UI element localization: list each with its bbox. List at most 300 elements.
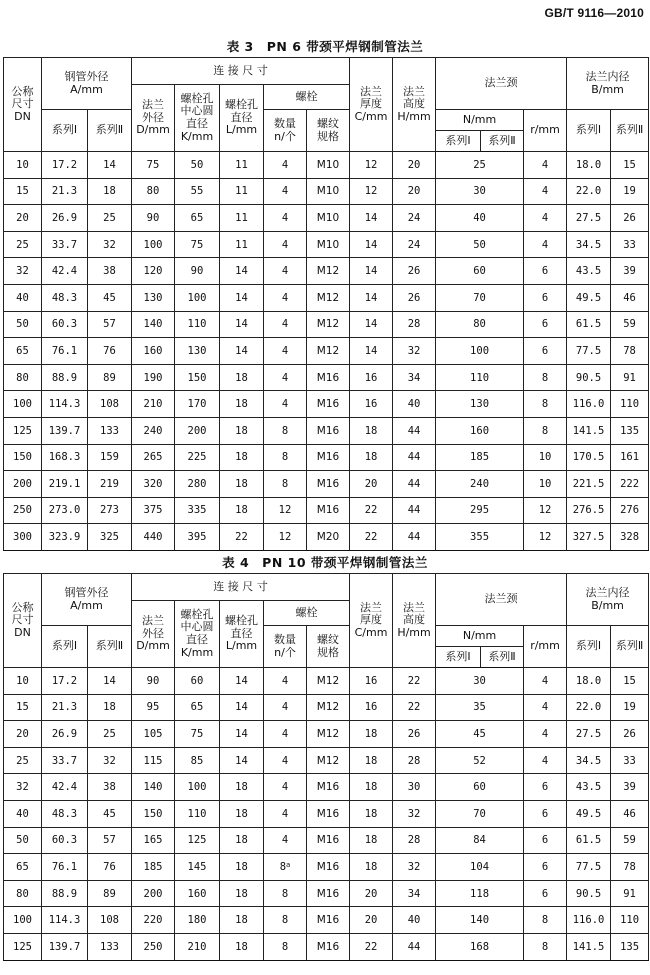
cell-flange-od: 440 — [132, 524, 175, 551]
cell-neck-n: 84 — [436, 827, 524, 854]
cell-bolt-spec: M10 — [307, 231, 350, 258]
cell-flange-od: 190 — [132, 364, 175, 391]
cell-neck-r: 4 — [524, 152, 567, 179]
cell-bolt-spec: M16 — [307, 854, 350, 881]
cell-height: 30 — [393, 774, 436, 801]
cell-pipe-od-s2: 25 — [88, 205, 132, 232]
cell-neck-n: 168 — [436, 933, 524, 960]
cell-flange-od: 220 — [132, 907, 175, 934]
header-neck-n: N/mm — [436, 110, 524, 131]
cell-bolt-circle: 100 — [175, 774, 220, 801]
header-bolt-qty: 数量 n/个 — [264, 626, 307, 668]
cell-pipe-od-s2: 89 — [88, 880, 132, 907]
table4 — [3, 573, 649, 961]
cell-bolt-qty: 4 — [264, 668, 307, 695]
cell-bolt-circle: 55 — [175, 178, 220, 205]
cell-neck-r: 4 — [524, 721, 567, 748]
cell-bolt-hole: 14 — [220, 747, 264, 774]
cell-pipe-od-s1: 273.0 — [42, 497, 88, 524]
cell-bolt-spec: M16 — [307, 444, 350, 471]
cell-inner-s1: 22.0 — [567, 178, 611, 205]
cell-flange-od: 160 — [132, 338, 175, 365]
cell-bolt-qty: 4 — [264, 231, 307, 258]
header-neck-series1: 系列Ⅰ — [436, 131, 481, 152]
cell-dn: 300 — [4, 524, 42, 551]
cell-neck-n: 52 — [436, 747, 524, 774]
cell-bolt-hole: 14 — [220, 311, 264, 338]
cell-pipe-od-s2: 108 — [88, 907, 132, 934]
cell-height: 26 — [393, 284, 436, 311]
table-row — [4, 152, 649, 179]
cell-inner-s2: 39 — [611, 774, 649, 801]
header-neck-n: N/mm — [436, 626, 524, 647]
cell-inner-s1: 18.0 — [567, 668, 611, 695]
cell-flange-od: 95 — [132, 694, 175, 721]
cell-bolt-hole: 11 — [220, 152, 264, 179]
header-bolt-qty: 数量 n/个 — [264, 110, 307, 152]
cell-bolt-spec: M16 — [307, 364, 350, 391]
cell-inner-s2: 39 — [611, 258, 649, 285]
cell-neck-r: 12 — [524, 497, 567, 524]
cell-thickness: 16 — [350, 694, 393, 721]
cell-inner-s1: 61.5 — [567, 827, 611, 854]
cell-pipe-od-s1: 17.2 — [42, 152, 88, 179]
cell-inner-s1: 27.5 — [567, 205, 611, 232]
cell-bolt-spec: M16 — [307, 417, 350, 444]
cell-bolt-spec: M20 — [307, 524, 350, 551]
cell-bolt-spec: M12 — [307, 258, 350, 285]
cell-bolt-spec: M10 — [307, 205, 350, 232]
table4-caption: 表 4 PN 10 带颈平焊钢制管法兰 — [222, 555, 428, 570]
table-row — [4, 497, 649, 524]
cell-thickness: 22 — [350, 933, 393, 960]
cell-bolt-circle: 100 — [175, 284, 220, 311]
cell-thickness: 16 — [350, 391, 393, 418]
cell-bolt-qty: 8 — [264, 880, 307, 907]
cell-pipe-od-s1: 42.4 — [42, 774, 88, 801]
header-thickness: 法兰 厚度 C/mm — [350, 574, 393, 668]
cell-neck-r: 12 — [524, 524, 567, 551]
cell-height: 26 — [393, 721, 436, 748]
cell-neck-r: 4 — [524, 694, 567, 721]
cell-pipe-od-s1: 21.3 — [42, 694, 88, 721]
cell-height: 28 — [393, 827, 436, 854]
cell-neck-r: 4 — [524, 747, 567, 774]
cell-inner-s1: 170.5 — [567, 444, 611, 471]
cell-height: 34 — [393, 364, 436, 391]
cell-height: 44 — [393, 444, 436, 471]
cell-bolt-qty: 4 — [264, 258, 307, 285]
cell-bolt-qty: 4 — [264, 205, 307, 232]
header-bolt-circle: 螺栓孔 中心圆 直径 K/mm — [175, 601, 220, 668]
cell-flange-od: 320 — [132, 471, 175, 498]
cell-inner-s2: 135 — [611, 417, 649, 444]
table-row — [4, 364, 649, 391]
cell-neck-r: 6 — [524, 880, 567, 907]
cell-thickness: 20 — [350, 907, 393, 934]
cell-pipe-od-s2: 14 — [88, 668, 132, 695]
cell-height: 22 — [393, 668, 436, 695]
cell-pipe-od-s2: 219 — [88, 471, 132, 498]
cell-bolt-qty: 8 — [264, 417, 307, 444]
cell-height: 32 — [393, 800, 436, 827]
cell-flange-od: 140 — [132, 774, 175, 801]
cell-flange-od: 115 — [132, 747, 175, 774]
cell-neck-n: 240 — [436, 471, 524, 498]
cell-inner-s2: 135 — [611, 933, 649, 960]
cell-dn: 200 — [4, 471, 42, 498]
cell-pipe-od-s1: 219.1 — [42, 471, 88, 498]
cell-pipe-od-s1: 76.1 — [42, 338, 88, 365]
cell-thickness: 18 — [350, 800, 393, 827]
cell-pipe-od-s2: 76 — [88, 854, 132, 881]
cell-bolt-hole: 14 — [220, 258, 264, 285]
cell-bolt-circle: 180 — [175, 907, 220, 934]
cell-bolt-hole: 18 — [220, 774, 264, 801]
header-bolt-circle: 螺栓孔 中心圆 直径 K/mm — [175, 85, 220, 152]
cell-pipe-od-s1: 88.9 — [42, 364, 88, 391]
cell-inner-s1: 77.5 — [567, 854, 611, 881]
cell-bolt-hole: 18 — [220, 497, 264, 524]
cell-bolt-hole: 18 — [220, 417, 264, 444]
cell-pipe-od-s1: 21.3 — [42, 178, 88, 205]
cell-bolt-circle: 160 — [175, 880, 220, 907]
cell-neck-n: 40 — [436, 205, 524, 232]
cell-bolt-hole: 18 — [220, 391, 264, 418]
cell-inner-s1: 327.5 — [567, 524, 611, 551]
cell-dn: 20 — [4, 721, 42, 748]
cell-bolt-spec: M12 — [307, 668, 350, 695]
cell-inner-s2: 46 — [611, 284, 649, 311]
cell-pipe-od-s1: 76.1 — [42, 854, 88, 881]
header-neck-series1: 系列Ⅰ — [436, 647, 481, 668]
cell-neck-r: 10 — [524, 444, 567, 471]
cell-bolt-circle: 65 — [175, 694, 220, 721]
cell-inner-s2: 110 — [611, 391, 649, 418]
cell-pipe-od-s1: 60.3 — [42, 827, 88, 854]
cell-neck-n: 160 — [436, 417, 524, 444]
cell-flange-od: 210 — [132, 391, 175, 418]
cell-bolt-hole: 18 — [220, 854, 264, 881]
cell-pipe-od-s1: 114.3 — [42, 907, 88, 934]
cell-height: 20 — [393, 178, 436, 205]
cell-bolt-qty: 4 — [264, 152, 307, 179]
cell-flange-od: 90 — [132, 205, 175, 232]
table-row — [4, 747, 649, 774]
cell-inner-s2: 110 — [611, 907, 649, 934]
cell-neck-n: 70 — [436, 284, 524, 311]
cell-flange-od: 140 — [132, 311, 175, 338]
table-row — [4, 827, 649, 854]
cell-inner-s1: 49.5 — [567, 284, 611, 311]
cell-inner-s2: 222 — [611, 471, 649, 498]
cell-thickness: 14 — [350, 284, 393, 311]
cell-bolt-hole: 18 — [220, 800, 264, 827]
cell-pipe-od-s2: 18 — [88, 694, 132, 721]
cell-neck-r: 6 — [524, 338, 567, 365]
cell-bolt-circle: 395 — [175, 524, 220, 551]
cell-inner-s1: 116.0 — [567, 907, 611, 934]
cell-pipe-od-s1: 48.3 — [42, 284, 88, 311]
header-pipe-series2: 系列Ⅱ — [88, 626, 132, 668]
cell-flange-od: 240 — [132, 417, 175, 444]
cell-bolt-circle: 130 — [175, 338, 220, 365]
cell-thickness: 20 — [350, 880, 393, 907]
cell-flange-od: 250 — [132, 933, 175, 960]
cell-flange-od: 105 — [132, 721, 175, 748]
header-inner: 法兰内径 B/mm — [567, 58, 649, 110]
table-row — [4, 774, 649, 801]
footnote-marker: a — [286, 860, 291, 869]
cell-pipe-od-s2: 159 — [88, 444, 132, 471]
cell-neck-r: 8 — [524, 417, 567, 444]
cell-dn: 25 — [4, 747, 42, 774]
cell-flange-od: 200 — [132, 880, 175, 907]
cell-height: 40 — [393, 391, 436, 418]
cell-dn: 50 — [4, 311, 42, 338]
cell-dn: 50 — [4, 827, 42, 854]
cell-pipe-od-s2: 18 — [88, 178, 132, 205]
cell-flange-od: 75 — [132, 152, 175, 179]
cell-inner-s2: 59 — [611, 311, 649, 338]
header-thickness: 法兰 厚度 C/mm — [350, 58, 393, 152]
cell-thickness: 12 — [350, 152, 393, 179]
cell-height: 28 — [393, 747, 436, 774]
cell-bolt-hole: 18 — [220, 933, 264, 960]
cell-bolt-hole: 14 — [220, 721, 264, 748]
cell-dn: 15 — [4, 178, 42, 205]
cell-thickness: 18 — [350, 721, 393, 748]
cell-inner-s1: 43.5 — [567, 258, 611, 285]
cell-neck-n: 355 — [436, 524, 524, 551]
cell-neck-r: 8 — [524, 364, 567, 391]
cell-dn: 25 — [4, 231, 42, 258]
cell-pipe-od-s2: 14 — [88, 152, 132, 179]
cell-pipe-od-s1: 33.7 — [42, 231, 88, 258]
header-bolt-spec: 螺纹 规格 — [307, 626, 350, 668]
header-inner-series1: 系列Ⅰ — [567, 110, 611, 152]
cell-inner-s2: 78 — [611, 338, 649, 365]
cell-height: 22 — [393, 694, 436, 721]
cell-thickness: 18 — [350, 444, 393, 471]
cell-pipe-od-s1: 168.3 — [42, 444, 88, 471]
cell-bolt-circle: 85 — [175, 747, 220, 774]
cell-height: 40 — [393, 907, 436, 934]
cell-dn: 32 — [4, 258, 42, 285]
cell-dn: 80 — [4, 880, 42, 907]
cell-neck-n: 60 — [436, 258, 524, 285]
header-pipe-od: 钢管外径 A/mm — [42, 574, 132, 626]
table-row — [4, 231, 649, 258]
cell-neck-n: 118 — [436, 880, 524, 907]
cell-inner-s1: 141.5 — [567, 933, 611, 960]
cell-dn: 10 — [4, 152, 42, 179]
cell-neck-n: 30 — [436, 178, 524, 205]
cell-bolt-qty: 4 — [264, 178, 307, 205]
cell-height: 24 — [393, 231, 436, 258]
cell-neck-r: 8 — [524, 391, 567, 418]
cell-thickness: 18 — [350, 774, 393, 801]
header-connection: 连 接 尺 寸 — [132, 58, 350, 85]
cell-thickness: 14 — [350, 338, 393, 365]
cell-pipe-od-s2: 76 — [88, 338, 132, 365]
cell-flange-od: 130 — [132, 284, 175, 311]
cell-dn: 65 — [4, 338, 42, 365]
cell-inner-s1: 61.5 — [567, 311, 611, 338]
cell-neck-n: 185 — [436, 444, 524, 471]
header-neck-series2: 系列Ⅱ — [481, 647, 524, 668]
cell-pipe-od-s2: 133 — [88, 417, 132, 444]
cell-height: 44 — [393, 933, 436, 960]
cell-bolt-circle: 335 — [175, 497, 220, 524]
cell-bolt-hole: 14 — [220, 338, 264, 365]
cell-pipe-od-s1: 48.3 — [42, 800, 88, 827]
cell-inner-s2: 161 — [611, 444, 649, 471]
table-row — [4, 471, 649, 498]
cell-inner-s1: 90.5 — [567, 880, 611, 907]
cell-bolt-circle: 75 — [175, 721, 220, 748]
cell-neck-n: 70 — [436, 800, 524, 827]
header-bolt-hole: 螺栓孔 直径 L/mm — [220, 85, 264, 152]
cell-bolt-qty: 4 — [264, 364, 307, 391]
cell-inner-s1: 27.5 — [567, 721, 611, 748]
cell-bolt-hole: 18 — [220, 880, 264, 907]
cell-height: 28 — [393, 311, 436, 338]
cell-inner-s2: 33 — [611, 747, 649, 774]
cell-dn: 125 — [4, 417, 42, 444]
cell-inner-s2: 276 — [611, 497, 649, 524]
cell-bolt-qty: 8 — [264, 907, 307, 934]
cell-dn: 32 — [4, 774, 42, 801]
cell-flange-od: 80 — [132, 178, 175, 205]
cell-bolt-hole: 18 — [220, 907, 264, 934]
cell-bolt-qty: 4 — [264, 338, 307, 365]
cell-thickness: 16 — [350, 364, 393, 391]
cell-thickness: 18 — [350, 417, 393, 444]
cell-bolt-spec: M12 — [307, 747, 350, 774]
cell-thickness: 16 — [350, 668, 393, 695]
cell-neck-n: 45 — [436, 721, 524, 748]
cell-neck-r: 4 — [524, 178, 567, 205]
cell-inner-s1: 18.0 — [567, 152, 611, 179]
cell-neck-n: 140 — [436, 907, 524, 934]
cell-pipe-od-s1: 60.3 — [42, 311, 88, 338]
cell-bolt-circle: 145 — [175, 854, 220, 881]
cell-dn: 125 — [4, 933, 42, 960]
cell-bolt-hole: 14 — [220, 668, 264, 695]
cell-inner-s2: 59 — [611, 827, 649, 854]
cell-inner-s1: 276.5 — [567, 497, 611, 524]
cell-pipe-od-s1: 88.9 — [42, 880, 88, 907]
cell-pipe-od-s1: 17.2 — [42, 668, 88, 695]
header-height: 法兰 高度 H/mm — [393, 58, 436, 152]
table-row — [4, 417, 649, 444]
cell-bolt-circle: 125 — [175, 827, 220, 854]
cell-pipe-od-s2: 325 — [88, 524, 132, 551]
cell-inner-s1: 34.5 — [567, 747, 611, 774]
cell-pipe-od-s1: 33.7 — [42, 747, 88, 774]
table3-caption: 表 3 PN 6 带颈平焊钢制管法兰 — [226, 39, 424, 54]
cell-bolt-qty: 4 — [264, 774, 307, 801]
cell-bolt-circle: 50 — [175, 152, 220, 179]
header-neck: 法兰颈 — [436, 58, 567, 110]
cell-pipe-od-s1: 114.3 — [42, 391, 88, 418]
cell-inner-s2: 19 — [611, 178, 649, 205]
cell-height: 44 — [393, 471, 436, 498]
cell-pipe-od-s2: 57 — [88, 827, 132, 854]
cell-inner-s1: 141.5 — [567, 417, 611, 444]
cell-flange-od: 100 — [132, 231, 175, 258]
cell-bolt-spec: M16 — [307, 800, 350, 827]
cell-bolt-spec: M12 — [307, 338, 350, 365]
cell-height: 34 — [393, 880, 436, 907]
cell-bolt-qty: 4 — [264, 391, 307, 418]
cell-bolt-circle: 170 — [175, 391, 220, 418]
cell-neck-r: 6 — [524, 284, 567, 311]
cell-bolt-spec: M16 — [307, 933, 350, 960]
cell-neck-n: 80 — [436, 311, 524, 338]
cell-neck-r: 6 — [524, 311, 567, 338]
cell-pipe-od-s1: 26.9 — [42, 721, 88, 748]
cell-bolt-circle: 150 — [175, 364, 220, 391]
cell-bolt-spec: M10 — [307, 152, 350, 179]
cell-bolt-circle: 225 — [175, 444, 220, 471]
header-neck-r: r/mm — [524, 626, 567, 668]
cell-pipe-od-s2: 133 — [88, 933, 132, 960]
header-connection: 连 接 尺 寸 — [132, 574, 350, 601]
header-bolt-spec: 螺纹 规格 — [307, 110, 350, 152]
table-row — [4, 311, 649, 338]
cell-bolt-qty: 8$^a$ — [264, 854, 307, 881]
cell-dn: 150 — [4, 444, 42, 471]
cell-neck-r: 6 — [524, 800, 567, 827]
table-row — [4, 391, 649, 418]
cell-bolt-spec: M16 — [307, 774, 350, 801]
cell-bolt-hole: 18 — [220, 444, 264, 471]
cell-thickness: 22 — [350, 524, 393, 551]
cell-neck-n: 25 — [436, 152, 524, 179]
cell-bolt-spec: M10 — [307, 178, 350, 205]
cell-neck-n: 35 — [436, 694, 524, 721]
header-neck-r: r/mm — [524, 110, 567, 152]
cell-dn: 40 — [4, 800, 42, 827]
cell-inner-s2: 328 — [611, 524, 649, 551]
cell-thickness: 22 — [350, 497, 393, 524]
cell-pipe-od-s1: 26.9 — [42, 205, 88, 232]
cell-dn: 40 — [4, 284, 42, 311]
cell-neck-n: 60 — [436, 774, 524, 801]
cell-height: 32 — [393, 338, 436, 365]
table-row — [4, 524, 649, 551]
cell-neck-n: 100 — [436, 338, 524, 365]
cell-bolt-circle: 280 — [175, 471, 220, 498]
cell-flange-od: 375 — [132, 497, 175, 524]
cell-inner-s1: 34.5 — [567, 231, 611, 258]
cell-inner-s1: 22.0 — [567, 694, 611, 721]
cell-neck-r: 8 — [524, 907, 567, 934]
cell-bolt-qty: 4 — [264, 694, 307, 721]
header-neck: 法兰颈 — [436, 574, 567, 626]
cell-bolt-hole: 18 — [220, 827, 264, 854]
cell-pipe-od-s2: 25 — [88, 721, 132, 748]
cell-bolt-circle: 110 — [175, 311, 220, 338]
cell-thickness: 14 — [350, 231, 393, 258]
cell-height: 44 — [393, 524, 436, 551]
cell-neck-r: 4 — [524, 668, 567, 695]
cell-pipe-od-s2: 32 — [88, 231, 132, 258]
cell-height: 44 — [393, 417, 436, 444]
cell-thickness: 18 — [350, 747, 393, 774]
